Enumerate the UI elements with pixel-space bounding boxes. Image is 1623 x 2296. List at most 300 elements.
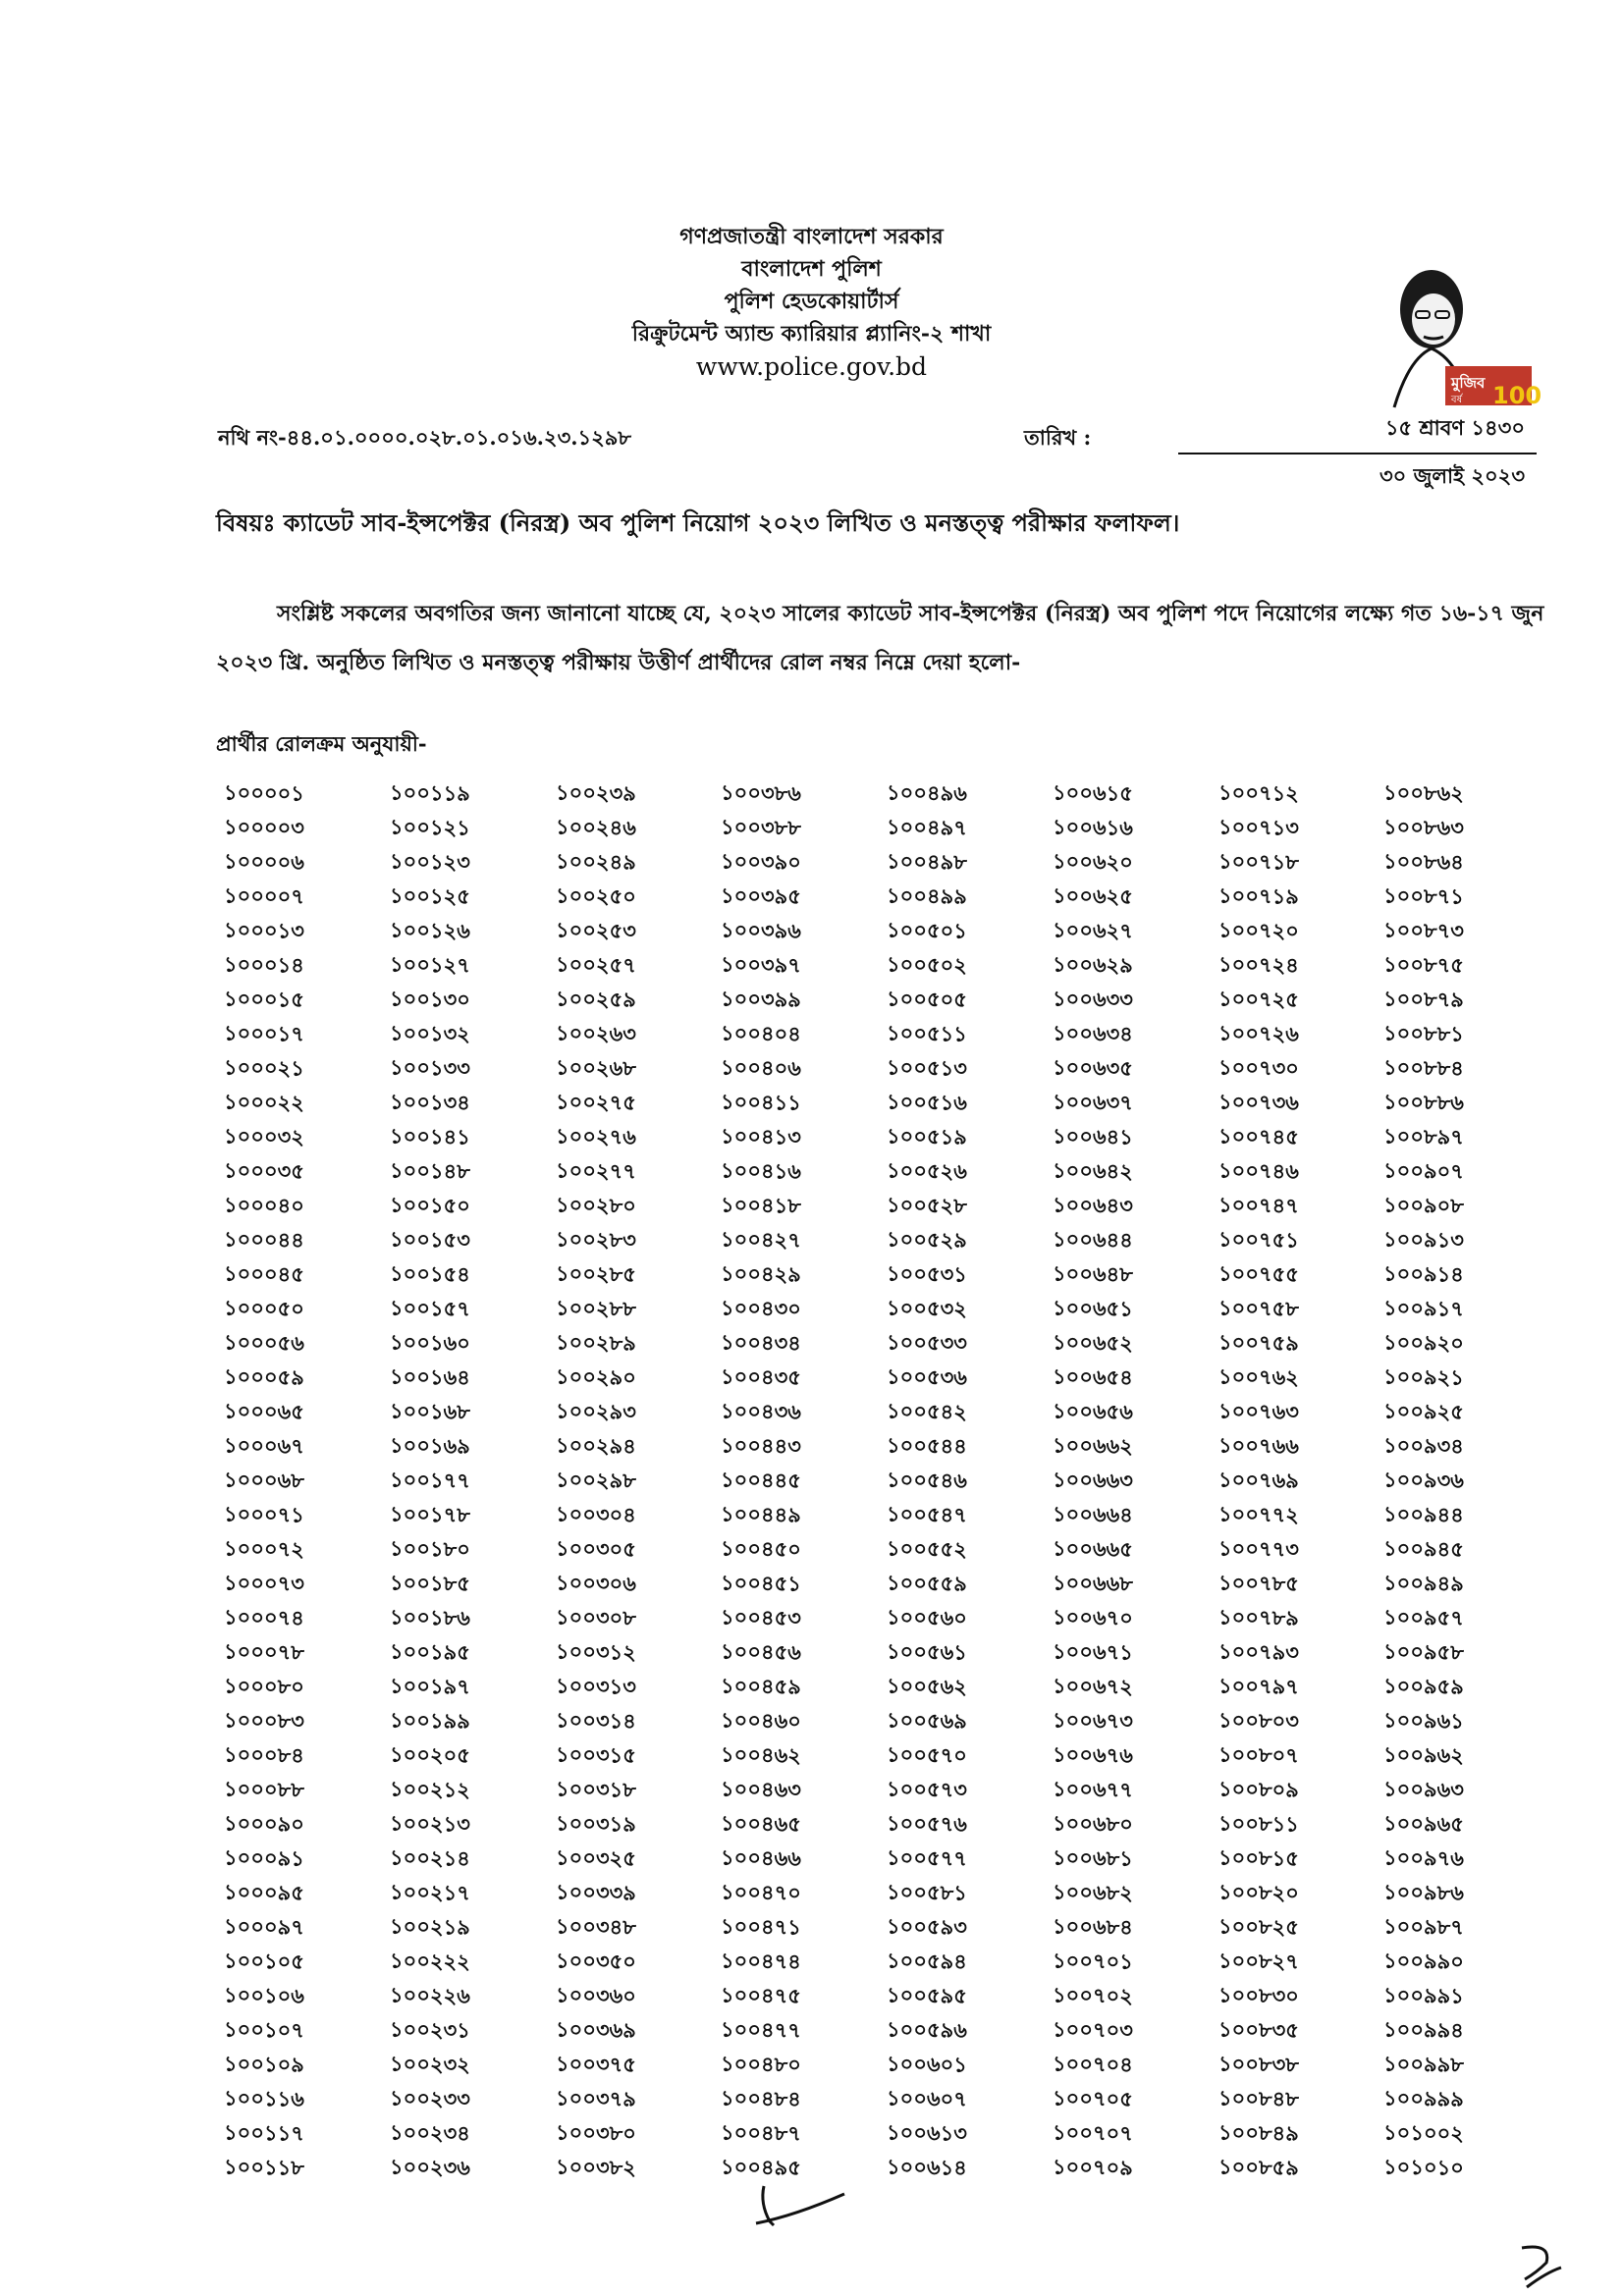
roll-number-cell [556, 1362, 722, 1396]
roll-number-cell [1383, 1533, 1549, 1568]
roll-number: ১০০৪৪৯ [721, 1501, 802, 1527]
roll-number-cell [224, 2152, 390, 2186]
roll-number: ১০০৬৫৪ [1052, 1363, 1133, 1390]
roll-number-cell [721, 846, 887, 881]
roll-number: ১০০৯২১ [1383, 1363, 1465, 1390]
roll-number-cell [887, 1190, 1053, 1224]
roll-number-cell [887, 2083, 1053, 2117]
table-row [224, 1774, 1549, 1808]
roll-number: ১০০২৮৯ [555, 1329, 636, 1356]
roll-number-cell [721, 2083, 887, 2117]
subject-line: বিষয়ঃ ক্যাডেট সাব-ইন্সপেক্টর (নিরস্ত্র) অব পুলিশ নিয়োগ ২০২৩ লিখিত ও মনস্তত্ত্ব পরীক্ষার ফলাফল। [216, 508, 1180, 537]
roll-number: ১০১০১০ [1383, 2154, 1465, 2180]
roll-number: ১০০৫৩৬ [886, 1363, 968, 1390]
signature-mark-icon [746, 2174, 854, 2233]
roll-number: ১০০৬৩৪ [1052, 1020, 1133, 1046]
roll-number-cell [390, 1636, 556, 1671]
body-line-1: সংশ্লিষ্ট সকলের অবগতির জন্য জানানো যাচ্ছে যে, ২০২৩ সালের ক্যাডেট সাব-ইন্সপেক্টর (নিরস্ত্র) অব পুলিশ পদে নিয়োগের লক্ষ্যে গত ১৬-১৭ জুন [277, 601, 1544, 626]
roll-number-cell [1383, 1568, 1549, 1602]
roll-number-cell [721, 1533, 887, 1568]
roll-number: ১০০৬৪৩ [1052, 1192, 1133, 1218]
roll-number: ১০০৩১৪ [555, 1707, 636, 1734]
roll-number-cell [1383, 1877, 1549, 1911]
roll-number-cell [1053, 1052, 1218, 1087]
roll-number-cell [1218, 2152, 1384, 2186]
roll-number: ১০০৫৬২ [886, 1673, 968, 1699]
roll-number-cell [1053, 1121, 1218, 1155]
roll-number: ১০০২৫০ [555, 882, 636, 909]
roll-number-cell [224, 1808, 390, 1842]
roll-number: ১০০১৪১ [389, 1123, 470, 1149]
roll-number: ১০০৪২৯ [721, 1260, 802, 1287]
roll-number-cell [1053, 1018, 1218, 1052]
roll-number: ১০০৪৭৭ [721, 2016, 802, 2043]
roll-number: ১০০০১৩ [223, 917, 305, 943]
roll-number: ১০০১৯৭ [389, 1673, 470, 1699]
roll-number: ১০০৪৭৪ [721, 1948, 802, 1974]
roll-number-cell [556, 2117, 722, 2152]
table-row [224, 2117, 1549, 2152]
roll-number: ১০০৯৪৯ [1383, 1570, 1465, 1596]
roll-number-cell [390, 2117, 556, 2152]
roll-number-cell [1383, 915, 1549, 949]
roll-number: ১০০১৮৬ [389, 1604, 470, 1630]
roll-number-cell [1053, 1362, 1218, 1396]
table-row [224, 1877, 1549, 1911]
roll-number-cell [887, 984, 1053, 1018]
roll-number: ১০০৭০৯ [1052, 2154, 1133, 2180]
roll-number-cell [1218, 915, 1384, 949]
roll-number: ১০০৫৭৬ [886, 1810, 968, 1837]
roll-number-cell [390, 1739, 556, 1774]
roll-number-cell [556, 1911, 722, 1946]
roll-number-cell [721, 1842, 887, 1877]
roll-number-cell [390, 881, 556, 915]
roll-number: ১০০৫৪৪ [886, 1432, 968, 1459]
roll-number-cell [1218, 777, 1384, 812]
roll-number: ১০০২৫৩ [555, 917, 636, 943]
roll-number-cell [556, 1018, 722, 1052]
roll-number-cell [1053, 1533, 1218, 1568]
table-row [224, 1533, 1549, 1568]
roll-number: ১০০৪৫৯ [721, 1673, 802, 1699]
roll-number: ১০০৯৪৫ [1383, 1535, 1465, 1562]
roll-number-cell [721, 1087, 887, 1121]
roll-number-cell [721, 1052, 887, 1087]
table-row [224, 1155, 1549, 1190]
roll-number-cell [1383, 1396, 1549, 1430]
roll-number: ১০০৩২৫ [555, 1844, 636, 1871]
roll-number: ১০০০৭৩ [223, 1570, 305, 1596]
roll-number-cell [721, 812, 887, 846]
table-row [224, 2083, 1549, 2117]
roll-number: ১০০৮৬৩ [1383, 814, 1465, 840]
roll-number-cell [1218, 1946, 1384, 1980]
roll-number: ১০০৮৩৫ [1217, 2016, 1299, 2043]
roll-number-cell [1053, 881, 1218, 915]
roll-number: ১০০০১৪ [223, 951, 305, 978]
roll-number-cell [1218, 1808, 1384, 1842]
roll-number: ১০০১৯৫ [389, 1638, 470, 1665]
roll-number: ১০০৬৩৩ [1052, 986, 1133, 1012]
roll-number-cell [721, 1224, 887, 1258]
roll-number: ১০০১৫৭ [389, 1295, 470, 1321]
roll-number-cell [887, 1155, 1053, 1190]
roll-number-cell [556, 2049, 722, 2083]
roll-number: ১০০৫৯৬ [886, 2016, 968, 2043]
roll-number-cell [887, 1087, 1053, 1121]
date-gregorian: ৩০ জুলাই ২০২৩ [1380, 463, 1525, 488]
roll-number-cell [887, 1980, 1053, 2014]
roll-number-cell [224, 1602, 390, 1636]
roll-number-cell [556, 1808, 722, 1842]
roll-number: ১০০০৬৭ [223, 1432, 305, 1459]
roll-number: ১০০৫৯৩ [886, 1913, 968, 1940]
roll-number: ১০০২৮৮ [555, 1295, 636, 1321]
roll-number: ১০০৩০৪ [555, 1501, 636, 1527]
roll-number-cell [556, 2152, 722, 2186]
roll-number-cell [390, 1671, 556, 1705]
roll-number: ১০০৫১৬ [886, 1089, 968, 1115]
roll-number-cell [1053, 1602, 1218, 1636]
roll-number-cell [1053, 1877, 1218, 1911]
roll-number-cell [1218, 1499, 1384, 1533]
roll-number-cell [1053, 1911, 1218, 1946]
roll-number: ১০০৫০৫ [886, 986, 968, 1012]
roll-number-cell [721, 1396, 887, 1430]
roll-number-cell [224, 1121, 390, 1155]
roll-number-cell [1053, 1465, 1218, 1499]
roll-number: ১০০০৮৪ [223, 1741, 305, 1768]
roll-number-cell [390, 915, 556, 949]
roll-number-cell [224, 1636, 390, 1671]
roll-number: ১০০৬৬৮ [1052, 1570, 1133, 1596]
roll-number-cell [1383, 2083, 1549, 2117]
roll-number: ১০০২৩৬ [389, 2154, 470, 2180]
roll-number-cell [390, 1877, 556, 1911]
roll-number-cell [721, 1911, 887, 1946]
roll-number-cell [556, 846, 722, 881]
roll-number: ১০০৪১৩ [721, 1123, 802, 1149]
roll-number: ১০০৭৮৯ [1217, 1604, 1299, 1630]
roll-number-cell [1053, 2083, 1218, 2117]
roll-number: ১০০১৩৩ [389, 1054, 470, 1081]
roll-number-cell [721, 881, 887, 915]
roll-number-cell [887, 846, 1053, 881]
roll-number-cell [1053, 1155, 1218, 1190]
roll-number-cell [1383, 1636, 1549, 1671]
roll-number-cell [1383, 777, 1549, 812]
roll-number-cell [556, 1739, 722, 1774]
roll-number: ১০০১২৭ [389, 951, 470, 978]
roll-number: ১০০৬৫১ [1052, 1295, 1133, 1321]
roll-number-cell [224, 1224, 390, 1258]
roll-number: ১০০৩১৩ [555, 1673, 636, 1699]
roll-number-cell [556, 1052, 722, 1087]
roll-number-cell [224, 2083, 390, 2117]
roll-number: ১০০৩৯৫ [721, 882, 802, 909]
roll-number-cell [224, 1362, 390, 1396]
roll-number-cell [224, 1190, 390, 1224]
roll-number-cell [1383, 2014, 1549, 2049]
roll-number: ১০০৬৩৭ [1052, 1089, 1133, 1115]
roll-number-cell [224, 1087, 390, 1121]
roll-number: ১০০১১৭ [223, 2119, 305, 2146]
roll-number: ১০০৪৩৪ [721, 1329, 802, 1356]
table-row [224, 2014, 1549, 2049]
table-row [224, 1362, 1549, 1396]
roll-number-cell [887, 1877, 1053, 1911]
roll-number: ১০০১২৫ [389, 882, 470, 909]
roll-number-cell [556, 2014, 722, 2049]
roll-number: ১০০২১২ [389, 1776, 470, 1802]
roll-number-cell [556, 1671, 722, 1705]
roll-number-cell [1053, 1842, 1218, 1877]
roll-number-cell [224, 2014, 390, 2049]
roll-number-cell [1053, 812, 1218, 846]
roll-number: ১০০৬০৭ [886, 2085, 968, 2111]
roll-number-cell [1218, 1396, 1384, 1430]
roll-number: ১০০৬৭১ [1052, 1638, 1133, 1665]
roll-number: ১০০৬১৬ [1052, 814, 1133, 840]
roll-number-cell [1053, 1224, 1218, 1258]
roll-number-cell [1218, 2117, 1384, 2152]
roll-number: ১০০২৯৪ [555, 1432, 636, 1459]
roll-number: ১০০২১৭ [389, 1879, 470, 1905]
body-line-2: ২০২৩ খ্রি. অনুষ্ঠিত লিখিত ও মনস্তত্ত্ব পরীক্ষায় উত্তীর্ণ প্রার্থীদের রোল নম্বর নিম্নে দেয়া হলো- [216, 650, 1021, 675]
roll-number-cell [224, 1980, 390, 2014]
roll-number: ১০০২৩৯ [555, 779, 636, 806]
roll-number-cell [390, 1499, 556, 1533]
roll-number-cell [887, 1739, 1053, 1774]
roll-number: ১০০০৭৮ [223, 1638, 305, 1665]
roll-number: ১০০৬৬৪ [1052, 1501, 1133, 1527]
roll-number: ১০০০১৫ [223, 986, 305, 1012]
roll-number: ১০০২৪৯ [555, 848, 636, 875]
roll-number-cell [887, 1121, 1053, 1155]
roll-number: ১০০৪৫৬ [721, 1638, 802, 1665]
roll-number: ১০০৭১৯ [1217, 882, 1299, 909]
roll-number: ১০০২৮০ [555, 1192, 636, 1218]
roll-number-cell [1218, 1258, 1384, 1293]
table-row [224, 777, 1549, 812]
roll-number: ১০০৪৪৩ [721, 1432, 802, 1459]
roll-number: ১০০৭৮৫ [1217, 1570, 1299, 1596]
roll-number-cell [1383, 1499, 1549, 1533]
roll-number-cell [556, 1636, 722, 1671]
roll-number-cell [1218, 1430, 1384, 1465]
roll-number-cell [887, 1018, 1053, 1052]
roll-number: ১০০১২৩ [389, 848, 470, 875]
roll-number-cell [390, 1155, 556, 1190]
roll-number: ১০০০০৭ [223, 882, 305, 909]
roll-number: ১০০৭০৫ [1052, 2085, 1133, 2111]
roll-number-cell [390, 1808, 556, 1842]
roll-number: ১০০৬৪১ [1052, 1123, 1133, 1149]
roll-number-cell [721, 1877, 887, 1911]
roll-number: ১০০১৩৪ [389, 1089, 470, 1115]
roll-number-cell [1383, 1258, 1549, 1293]
roll-number: ১০০৯৪৪ [1383, 1501, 1465, 1527]
roll-number-cell [1218, 1671, 1384, 1705]
roll-number-cell [390, 1224, 556, 1258]
roll-number-cell [224, 881, 390, 915]
roll-number: ১০০৪৬৬ [721, 1844, 802, 1871]
roll-number: ১০০৬৬২ [1052, 1432, 1133, 1459]
roll-number: ১০০৮০৩ [1217, 1707, 1299, 1734]
roll-number-cell [1383, 2152, 1549, 2186]
roll-number: ১০০৩১৮ [555, 1776, 636, 1802]
roll-number-cell [887, 1602, 1053, 1636]
roll-number-cell [556, 1774, 722, 1808]
roll-number: ১০০৫২৬ [886, 1157, 968, 1184]
roll-number: ১০০২০৫ [389, 1741, 470, 1768]
roll-number-cell [1383, 1842, 1549, 1877]
roll-number-cell [1383, 1155, 1549, 1190]
roll-number: ১০০৪৬৩ [721, 1776, 802, 1802]
roll-number-cell [1218, 1533, 1384, 1568]
roll-number-cell [556, 1190, 722, 1224]
roll-number: ১০০৮৯৭ [1383, 1123, 1465, 1149]
roll-number: ১০০৪৫০ [721, 1535, 802, 1562]
roll-number: ১০০৯০৮ [1383, 1192, 1465, 1218]
roll-number: ১০০৫১৩ [886, 1054, 968, 1081]
roll-number: ১০০২৩১ [389, 2016, 470, 2043]
roll-number-cell [224, 812, 390, 846]
table-row [224, 1224, 1549, 1258]
roll-number-cell [556, 1568, 722, 1602]
roll-number: ১০০৫১১ [886, 1020, 968, 1046]
roll-number: ১০০৩৭৫ [555, 2051, 636, 2077]
roll-number: ১০০৪৪৫ [721, 1467, 802, 1493]
roll-number: ১০০৭৫১ [1217, 1226, 1299, 1253]
roll-number: ১০০৫০২ [886, 951, 968, 978]
roll-number: ১০০৩১২ [555, 1638, 636, 1665]
roll-number-cell [1053, 846, 1218, 881]
roll-number-cell [721, 777, 887, 812]
roll-number: ১০০৯৬২ [1383, 1741, 1465, 1768]
roll-number-cell [1383, 1087, 1549, 1121]
roll-number: ১০০৭৫৯ [1217, 1329, 1299, 1356]
roll-number-cell [390, 1396, 556, 1430]
roll-number: ১০০০০৬ [223, 848, 305, 875]
roll-number-cell [224, 1739, 390, 1774]
roll-number: ১০০১৮০ [389, 1535, 470, 1562]
roll-number-cell [721, 949, 887, 984]
roll-number-cell [1218, 1087, 1384, 1121]
roll-number-cell [390, 1705, 556, 1739]
roll-number: ১০০৮৫৯ [1217, 2154, 1299, 2180]
roll-number-cell [887, 1842, 1053, 1877]
table-row [224, 1396, 1549, 1430]
roll-number-cell [1383, 1911, 1549, 1946]
roll-number-cell [224, 1499, 390, 1533]
roll-number-cell [556, 1396, 722, 1430]
roll-number: ১০০১৪৮ [389, 1157, 470, 1184]
roll-number-cell [556, 1087, 722, 1121]
roll-number-cell [887, 1946, 1053, 1980]
roll-number: ১০০৫৯৪ [886, 1948, 968, 1974]
roll-number: ১০০৯২৫ [1383, 1398, 1465, 1424]
roll-number-cell [887, 915, 1053, 949]
table-row [224, 812, 1549, 846]
roll-number: ১০০৭০৭ [1052, 2119, 1133, 2146]
roll-number-cell [556, 949, 722, 984]
roll-number: ১০০৫৬৯ [886, 1707, 968, 1734]
roll-number-cell [224, 1705, 390, 1739]
roll-number-cell [1383, 1327, 1549, 1362]
roll-number-cell [1383, 1946, 1549, 1980]
roll-number-cell [224, 2049, 390, 2083]
roll-number-cell [390, 777, 556, 812]
roll-number: ১০০৪৯৭ [886, 814, 968, 840]
roll-number: ১০০০৮০ [223, 1673, 305, 1699]
roll-number: ১০০৩৮০ [555, 2119, 636, 2146]
roll-number: ১০০৮১১ [1217, 1810, 1299, 1837]
roll-number: ১০০৪৬৫ [721, 1810, 802, 1837]
roll-number-cell [1218, 1190, 1384, 1224]
roll-number: ১০০৭৪৭ [1217, 1192, 1299, 1218]
roll-number: ১০০০৯১ [223, 1844, 305, 1871]
roll-number: ১০০০০৩ [223, 814, 305, 840]
roll-number-cell [224, 1155, 390, 1190]
roll-number: ১০০৯৩৪ [1383, 1432, 1465, 1459]
roll-number: ১০০৬১৪ [886, 2154, 968, 2180]
roll-number-cell [721, 1293, 887, 1327]
roll-number: ১০০৫০১ [886, 917, 968, 943]
roll-number-cell [390, 1018, 556, 1052]
roll-number-cell [1218, 1739, 1384, 1774]
roll-number-cell [1383, 1362, 1549, 1396]
roll-number: ১০০২৭৫ [555, 1089, 636, 1115]
roll-number-cell [224, 984, 390, 1018]
roll-number-cell [1383, 2049, 1549, 2083]
roll-number: ১০০২৩৩ [389, 2085, 470, 2111]
roll-number: ১০০৯২০ [1383, 1329, 1465, 1356]
roll-number-cell [721, 1190, 887, 1224]
roll-number-cell [390, 2152, 556, 2186]
roll-number-cell [390, 2083, 556, 2117]
roll-number-cell [1383, 1808, 1549, 1842]
roll-number-cell [721, 915, 887, 949]
roll-number-cell [224, 1946, 390, 1980]
roll-number: ১০০৮০৭ [1217, 1741, 1299, 1768]
roll-number-cell [721, 1946, 887, 1980]
roll-number: ১০০৮৬২ [1383, 779, 1465, 806]
roll-number: ১০০৪২৭ [721, 1226, 802, 1253]
table-row [224, 2049, 1549, 2083]
roll-number: ১০০৭১৩ [1217, 814, 1299, 840]
roll-number-cell [721, 2117, 887, 2152]
roll-number-cell [887, 1293, 1053, 1327]
roll-number: ১০০৭০২ [1052, 1982, 1133, 2008]
roll-number: ১০০৬৭০ [1052, 1604, 1133, 1630]
roll-number: ১০০০৫৬ [223, 1329, 305, 1356]
roll-number-cell [390, 1911, 556, 1946]
roll-number-cell [390, 1842, 556, 1877]
roll-number: ১০০১১৯ [389, 779, 470, 806]
roll-number: ১০০৬৪৪ [1052, 1226, 1133, 1253]
roll-number-cell [1053, 1980, 1218, 2014]
roll-number-cell [1383, 846, 1549, 881]
roll-number-cell [721, 1602, 887, 1636]
roll-number: ১০০৩৮৮ [721, 814, 802, 840]
roll-number: ১০০৪৩৬ [721, 1398, 802, 1424]
table-row [224, 1946, 1549, 1980]
roll-number: ১০০৩০৫ [555, 1535, 636, 1562]
roll-number: ১০০৭০১ [1052, 1948, 1133, 1974]
roll-number: ১০০৪৯৯ [886, 882, 968, 909]
